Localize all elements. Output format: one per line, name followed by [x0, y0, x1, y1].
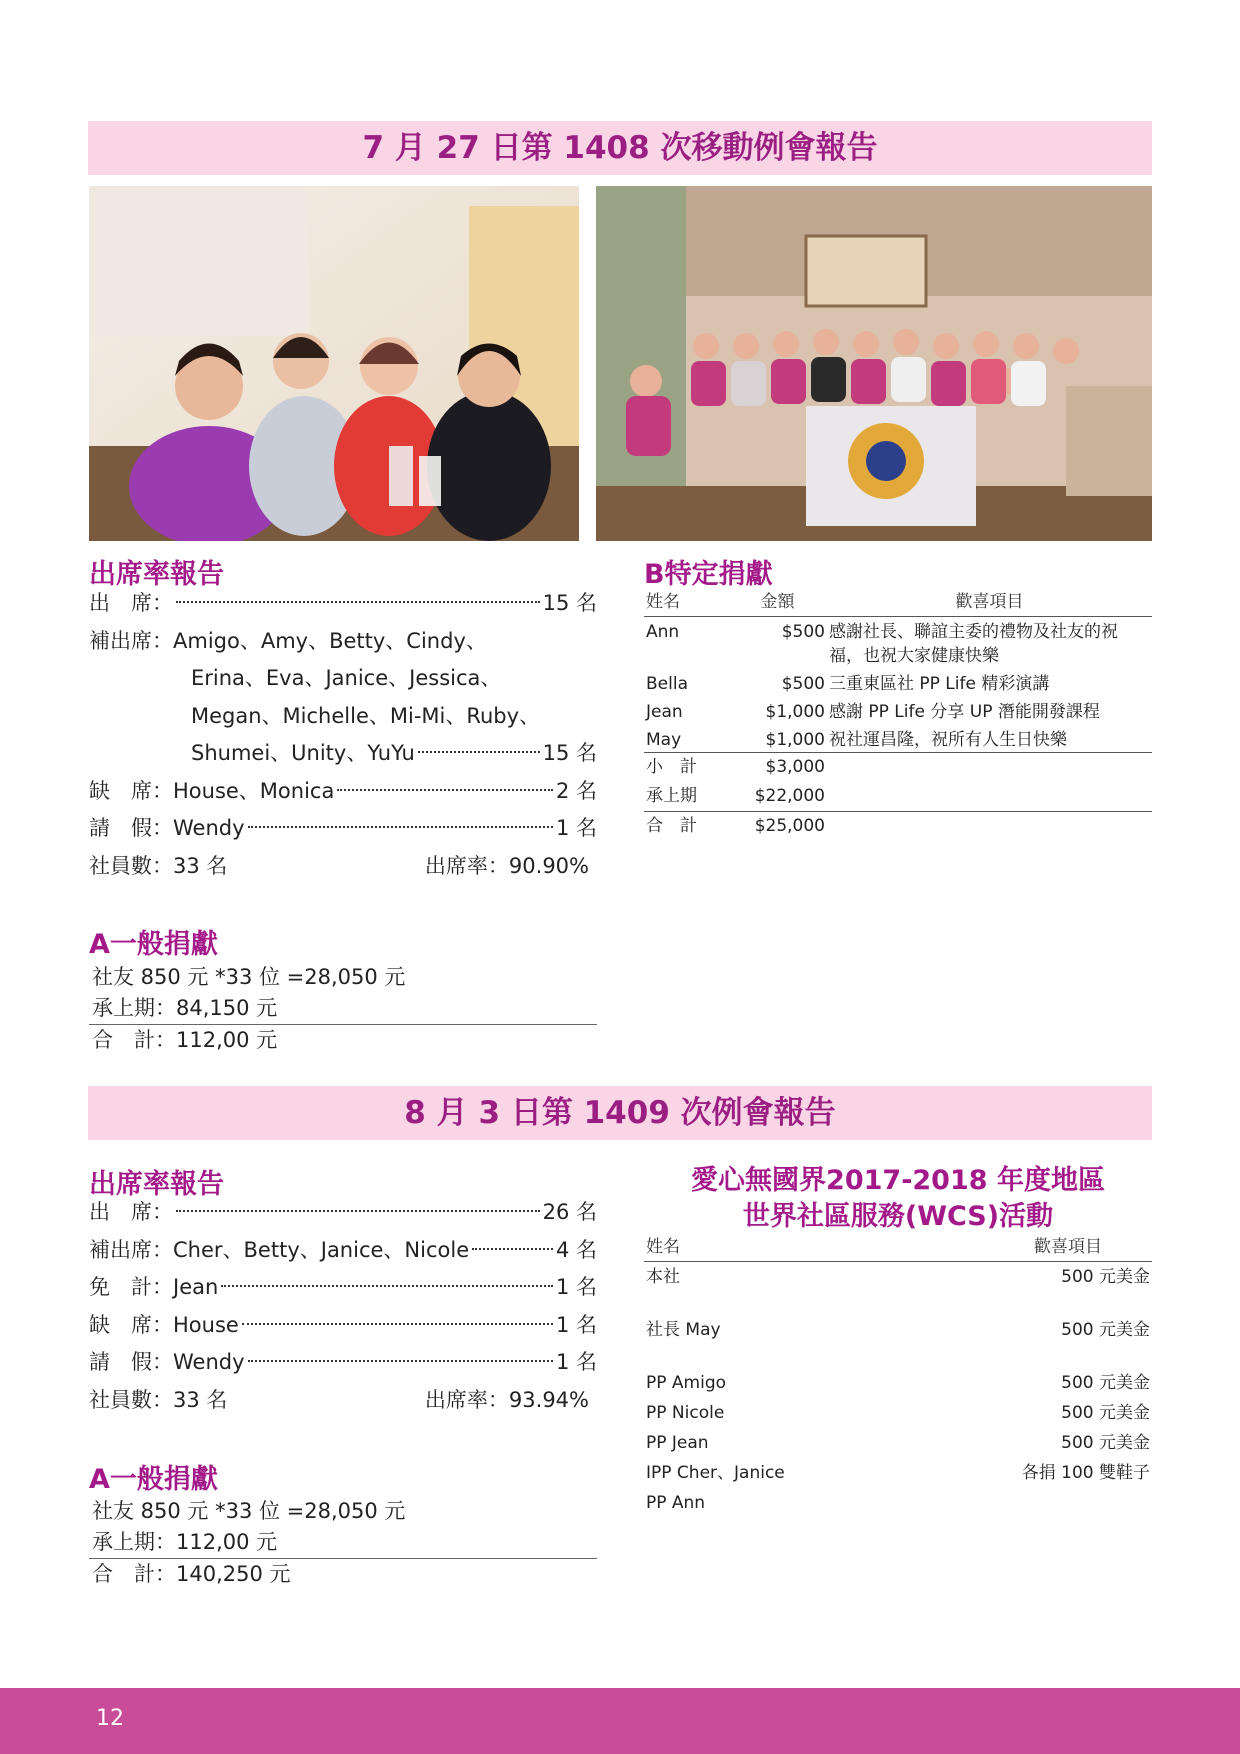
dotted-leader [176, 1210, 540, 1212]
s2-attendance-title: 出席率報告 [89, 1169, 224, 1200]
s2-absent-row [89, 1307, 597, 1345]
row-item: 500 元美金 [1061, 1320, 1150, 1340]
table-row [644, 617, 1152, 673]
wcs-table [644, 1233, 1152, 1518]
row-name: Ann [646, 622, 680, 642]
table-row [644, 700, 1152, 728]
table-header-row [644, 1233, 1152, 1262]
row-name: PP Nicole [646, 1403, 725, 1423]
s1-absent-row [89, 773, 597, 811]
exempt-names: Jean [173, 1275, 219, 1299]
row-amount: $1,000 [765, 702, 825, 722]
leave-names: Wendy [173, 816, 245, 840]
s1-special-title: B特定捐獻 [644, 559, 773, 590]
attendance-rate: 出席率：93.94% [424, 1387, 589, 1412]
row-item: 祝社運昌隆，祝所有人生日快樂 [827, 728, 1152, 753]
s1-attendance-list [89, 585, 597, 885]
dotted-leader [248, 1360, 553, 1362]
page-footer [0, 1688, 1240, 1754]
makeup-label: 補出席： [89, 1237, 173, 1262]
absent-names: House [173, 1312, 239, 1337]
dotted-leader [337, 789, 553, 791]
wcs-title-line: 世界社區服務(WCS)活動 [742, 1201, 1054, 1232]
absent-count: 1 名 [555, 1312, 597, 1337]
total-amount: $22,000 [728, 782, 827, 812]
row-item: 500 元美金 [1061, 1403, 1150, 1423]
s1-leave-row [89, 810, 597, 848]
row-name: 本社 [646, 1267, 680, 1287]
dotted-leader [221, 1285, 553, 1287]
col-header-item: 歡喜項目 [908, 1233, 1152, 1262]
exempt-count: 1 名 [555, 1275, 597, 1299]
s1-makeup-row [89, 660, 597, 698]
section1-banner [88, 121, 1152, 175]
donation-total: 合 計：112,00 元 [89, 1024, 597, 1056]
table-row [644, 728, 1152, 753]
present-count: 15 名 [542, 591, 597, 615]
section2-banner [88, 1086, 1152, 1140]
donation-line: 承上期：84,150 元 [92, 996, 278, 1020]
absent-label: 缺 席： [89, 778, 173, 803]
row-item: 感謝社長、聯誼主委的禮物及社友的祝福，也祝大家健康快樂 [829, 622, 1118, 666]
absent-count: 2 名 [555, 778, 597, 803]
table-row [644, 1428, 1152, 1458]
present-label: 出 席： [89, 1200, 173, 1224]
table-total-row [644, 812, 1152, 842]
s1-general-title: A一般捐獻 [89, 929, 218, 960]
table-header-row [644, 588, 1152, 617]
s2-general-donation [89, 1496, 597, 1590]
row-name: PP Jean [646, 1433, 709, 1453]
s1-makeup-row [89, 698, 597, 736]
table-row [644, 1262, 1152, 1316]
group-photo-four-members [89, 186, 579, 541]
wcs-title-line: 愛心無國界2017-2018 年度地區 [691, 1165, 1105, 1196]
col-header-name: 姓名 [644, 588, 728, 617]
s2-general-title: A一般捐獻 [89, 1464, 218, 1495]
col-header-name: 姓名 [644, 1233, 908, 1262]
donation-line: 承上期：112,00 元 [92, 1530, 278, 1554]
dotted-leader [248, 826, 553, 828]
row-item: 三重東區社 PP Life 精彩演講 [829, 674, 1050, 694]
row-item [908, 1488, 1152, 1518]
s2-makeup-row [89, 1232, 597, 1270]
col-header-amount: 金額 [728, 588, 827, 617]
table-row [644, 1488, 1152, 1518]
row-name: PP Amigo [646, 1373, 727, 1393]
donation-total: 合 計：140,250 元 [89, 1558, 597, 1590]
total-amount: $3,000 [765, 757, 825, 777]
leave-label: 請 假： [89, 1350, 173, 1374]
s1-general-donation [89, 962, 597, 1056]
s1-summary-row [89, 848, 597, 886]
donation-line: 社友 850 元 *33 位 =28,050 元 [92, 1499, 406, 1523]
absent-label: 缺 席： [89, 1312, 173, 1337]
s1-makeup-row [89, 623, 597, 661]
group-photo-club-members [596, 186, 1152, 541]
table-row [644, 1368, 1152, 1398]
member-count: 社員數：33 名 [89, 853, 228, 878]
makeup-count: 4 名 [555, 1237, 597, 1262]
row-name: IPP Cher、Janice [646, 1463, 785, 1483]
special-donation-table [644, 588, 1152, 841]
member-count: 社員數：33 名 [89, 1387, 228, 1412]
row-item: 500 元美金 [1061, 1433, 1150, 1453]
wcs-title [644, 1163, 1152, 1235]
donation-line: 社友 850 元 *33 位 =28,050 元 [92, 965, 406, 989]
present-count: 26 名 [542, 1200, 597, 1224]
total-label: 合 計 [646, 816, 697, 836]
s2-summary-row [89, 1382, 597, 1420]
total-amount: $25,000 [754, 816, 825, 836]
section2-title: 8 月 3 日第 1409 次例會報告 [404, 1095, 836, 1131]
total-label: 承上期 [644, 782, 728, 812]
leave-label: 請 假： [89, 816, 173, 840]
leave-count: 1 名 [555, 816, 597, 840]
s2-leave-row [89, 1344, 597, 1382]
page-number: 12 [96, 1706, 124, 1731]
exempt-label: 免 計： [89, 1275, 173, 1299]
makeup-names-line: Shumei、Unity、YuYu [191, 741, 415, 765]
row-item: 各捐 100 雙鞋子 [1021, 1463, 1150, 1483]
section1-title: 7 月 27 日第 1408 次移動例會報告 [362, 130, 878, 166]
makeup-names-line: Erina、Eva、Janice、Jessica、 [191, 666, 502, 690]
makeup-names: Cher、Betty、Janice、Nicole [173, 1237, 470, 1262]
table-total-row [644, 753, 1152, 783]
row-name: Jean [646, 702, 683, 722]
row-amount: $1,000 [728, 728, 827, 753]
dotted-leader [418, 751, 540, 753]
leave-count: 1 名 [555, 1350, 597, 1374]
dotted-leader [242, 1323, 553, 1325]
table-total-row [644, 782, 1152, 812]
total-label: 小 計 [646, 757, 697, 777]
absent-names: House、Monica [173, 778, 335, 803]
dotted-leader [472, 1248, 553, 1250]
row-amount: $500 [781, 674, 825, 694]
s1-present-row [89, 585, 597, 623]
col-header-item: 歡喜項目 [827, 588, 1152, 617]
row-name: Bella [646, 674, 688, 694]
leave-names: Wendy [173, 1350, 245, 1374]
dotted-leader [176, 601, 540, 603]
table-row [644, 1398, 1152, 1428]
table-row [644, 1315, 1152, 1368]
makeup-label: 補出席： [89, 628, 173, 653]
s2-exempt-row [89, 1269, 597, 1307]
table-row [644, 1458, 1152, 1488]
row-name: May [644, 728, 728, 753]
row-name: PP Ann [646, 1493, 706, 1513]
s2-present-row [89, 1194, 597, 1232]
attendance-rate: 出席率：90.90% [424, 853, 589, 878]
present-label: 出 席： [89, 591, 173, 615]
s1-makeup-row [89, 735, 597, 773]
row-name: 社長 May [646, 1320, 721, 1340]
row-item: 感謝 PP Life 分享 UP 潛能開發課程 [829, 702, 1100, 722]
makeup-names-line: Amigo、Amy、Betty、Cindy、 [173, 628, 487, 653]
s1-attendance-title: 出席率報告 [89, 559, 224, 590]
makeup-count: 15 名 [542, 741, 597, 765]
s2-attendance-list [89, 1194, 597, 1419]
table-row [644, 672, 1152, 700]
makeup-names-line: Megan、Michelle、Mi-Mi、Ruby、 [191, 703, 541, 728]
row-item: 500 元美金 [1061, 1373, 1150, 1393]
row-amount: $500 [781, 622, 825, 642]
row-item: 500 元美金 [1061, 1267, 1150, 1287]
